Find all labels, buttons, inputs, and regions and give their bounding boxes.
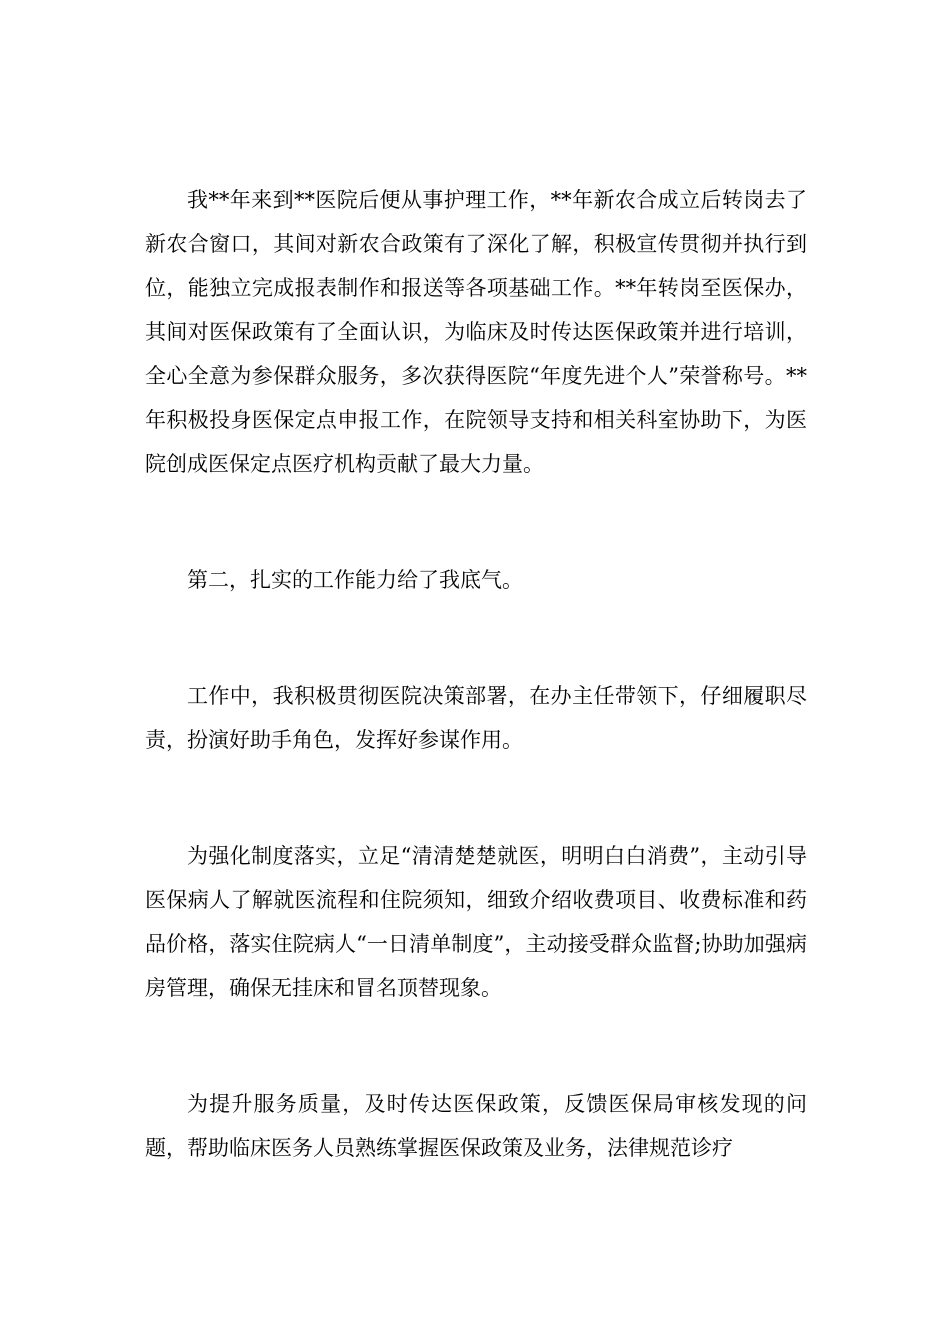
paragraph-work-history: 我**年来到**医院后便从事护理工作，**年新农合成立后转岗去了新农合窗口，其间对新农合政策有了深化了解，积极宣传贯彻并执行到位，能独立完成报表制作和报送等各项基础工作。**年转岗至医保办，其间对医保政策有了全面认识，为临床及时传达医保政策并进行培训，全心全意为参保群众服务，多次获得医院“年度先进个人”荣誉称号。**年积极投身医保定点申报工作，在院领导支持和相关科室协助下，为医院创成医保定点医疗机构贡献了最大力量。 (145, 188, 807, 476)
paragraph-duties: 工作中，我积极贯彻医院决策部署，在办主任带领下，仔细履职尽责，扮演好助手角色，发挥好参谋作用。 (145, 684, 807, 752)
paragraph-section-heading: 第二，扎实的工作能力给了我底气。 (187, 568, 523, 592)
paragraph-service-quality: 为提升服务质量，及时传达医保政策，反馈医保局审核发现的问题，帮助临床医务人员熟练掌握医保政策及业务，法律规范诊疗 (145, 1092, 807, 1160)
document-body (145, 178, 807, 1170)
paragraph-system-implementation: 为强化制度落实，立足“清清楚楚就医，明明白白消费”，主动引导医保病人了解就医流程和住院须知，细致介绍收费项目、收费标准和药品价格，落实住院病人“一日清单制度”，主动接受群众监督;协助加强病房管理，确保无挂床和冒名顶替现象。 (145, 844, 807, 1000)
